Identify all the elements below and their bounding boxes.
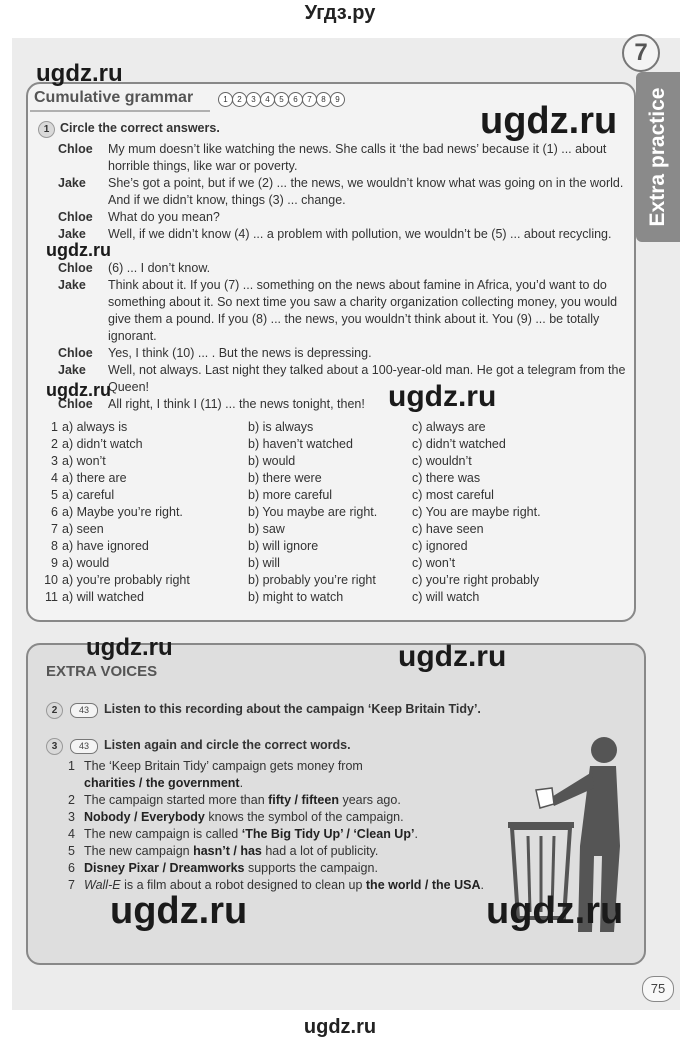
option-row-2: 2 a) didn’t watch (51, 437, 143, 451)
unit-marker: 4 (260, 92, 275, 107)
option-row-9: 9 a) would (51, 556, 110, 570)
line-text: Think about it. If you (7) ... something on the news about famine in Africa, you’d want to do something about it. So next time you saw a charity organization collecting money, you would give them a pound. If you (8) ... the news, you wouldn’t think about it. You (9) ... be totally ignorant. (108, 278, 618, 343)
watermark: ugdz.ru (486, 890, 624, 932)
option-b[interactable]: b) might to watch (248, 590, 344, 604)
speaker: Jake (58, 176, 86, 190)
cumulative-grammar-title: Cumulative grammar (34, 89, 194, 106)
option-c[interactable]: c) You are maybe right. (412, 505, 541, 519)
option-c[interactable]: c) wouldn’t (412, 454, 472, 468)
answer-choice[interactable]: hasn’t / has (193, 844, 262, 858)
audio-track-badge[interactable]: 43 (70, 703, 98, 718)
exercise-2-instruction: Listen to this recording about the campaign ‘Keep Britain Tidy’. (104, 702, 481, 716)
speaker: Chloe (58, 142, 93, 156)
exercise-3-instruction: Listen again and circle the correct words. (104, 738, 351, 752)
site-footer: ugdz.ru (303, 1016, 377, 1038)
option-row-10: 10 a) you’re probably right (44, 573, 190, 587)
speaker: Chloe (58, 210, 93, 224)
unit-marker: 5 (274, 92, 289, 107)
unit-marker: 3 (246, 92, 261, 107)
watermark: ugdz.ru (86, 634, 173, 661)
extra-voices-title: EXTRA VOICES (46, 663, 158, 680)
option-c[interactable]: c) there was (412, 471, 481, 485)
exercise-1-instruction: Circle the correct answers. (60, 121, 220, 135)
option-c[interactable]: c) you’re right probably (412, 573, 540, 587)
speaker: Chloe (58, 261, 93, 275)
unit-marker: 1 (218, 92, 233, 107)
option-b[interactable]: b) saw (248, 522, 285, 536)
answer-choice[interactable]: ‘The Big Tidy Up’ / ‘Clean Up’ (241, 827, 415, 841)
answer-choice[interactable]: Disney Pixar / Dreamworks (84, 861, 245, 875)
exercise-1-number: 1 (38, 121, 55, 138)
unit-markers (218, 92, 344, 107)
line-text: What do you mean? (108, 210, 220, 224)
option-c[interactable]: c) have seen (412, 522, 484, 536)
line-text: Yes, I think (10) ... . But the news is depressing. (108, 346, 372, 360)
page-number: 75 (642, 976, 674, 1002)
speaker: Jake (58, 227, 86, 241)
site-title: Угдз.ру (304, 2, 376, 24)
extra-practice-label: Extra practice (646, 87, 669, 227)
watermark: ugdz.ru (46, 380, 111, 400)
line-text: All right, I think I (11) ... the news tonight, then! (108, 397, 365, 411)
option-c[interactable]: c) didn’t watched (412, 437, 506, 451)
watermark: ugdz.ru (36, 60, 123, 87)
option-row-1: 1 a) always is (51, 420, 128, 434)
option-b[interactable]: b) there were (248, 471, 322, 485)
unit-number-badge: 7 (622, 34, 660, 72)
speaker: Chloe (58, 397, 93, 411)
option-c[interactable]: c) always are (412, 420, 486, 434)
option-b[interactable]: b) haven’t watched (248, 437, 353, 451)
line-text: (6) ... I don’t know. (108, 261, 211, 275)
watermark: ugdz.ru (480, 100, 618, 142)
option-row-8: 8 a) have ignored (51, 539, 149, 553)
answer-choice[interactable]: charities / the government (84, 776, 240, 790)
title-underline (30, 110, 210, 112)
option-b[interactable]: b) will (248, 556, 280, 570)
answer-choice[interactable]: fifty / fifteen (268, 793, 339, 807)
unit-marker: 6 (288, 92, 303, 107)
option-b[interactable]: b) will ignore (248, 539, 319, 553)
speaker: Chloe (58, 346, 93, 360)
audio-track-badge[interactable]: 43 (70, 739, 98, 754)
speaker: Jake (58, 278, 86, 292)
watermark: ugdz.ru (46, 240, 111, 260)
option-b[interactable]: b) would (248, 454, 296, 468)
option-c[interactable]: c) most careful (412, 488, 494, 502)
exercise-3-number: 3 (46, 738, 63, 755)
option-c[interactable]: c) won’t (412, 556, 456, 570)
option-c[interactable]: c) ignored (412, 539, 468, 553)
unit-marker: 7 (302, 92, 317, 107)
option-row-3: 3 a) won’t (51, 454, 106, 468)
unit-marker: 9 (330, 92, 345, 107)
option-b[interactable]: b) is always (248, 420, 314, 434)
line-text: Well, not always. Last night they talked about a 100-year-old man. He got a telegram from the Queen! (108, 363, 626, 394)
option-b[interactable]: b) more careful (248, 488, 333, 502)
watermark: ugdz.ru (398, 640, 507, 673)
option-row-11: 11 a) will watched (45, 590, 144, 604)
unit-marker: 8 (316, 92, 331, 107)
speaker: Jake (58, 363, 86, 377)
exercise-2-number: 2 (46, 702, 63, 719)
line-text: She’s got a point, but if we (2) ... the news, we wouldn’t know what was going on in the world. And if we didn’t know, things (3) ... change. (108, 176, 624, 207)
answer-choice[interactable]: Nobody / Everybody (84, 810, 205, 824)
option-c[interactable]: c) will watch (412, 590, 480, 604)
textbook-page: Угдз.ру 7 Extra practice Cumulative grammar 1 2 3 4 5 6 7 8 9 1 Circle the correct answers. Chloe My mum doesn’t like watching the news. She calls it ‘the bad news’ because it (1) ... about horrible things, like war or poverty. Jake She’s got a point, but if we (2) ... the news, we wouldn’t know what was going on in the world. And if we didn’t know, things (3) ... change. Chloe What do you mean? Jake Well, if we didn’t know (4) ... a problem with pollution, we wouldn’t be (5) ... about recycling. Chloe (6) ... I don’t know. Jake Think about it. If you (7) ... something on the news about famine in Africa, you’d want to do something about it. So next time you saw a charity organization collecting money, you would give them a pound. If you (8) ... the news, you wouldn’t think about it. You (9) ... be totally ignorant. Chloe Yes, I think (10) ... . But the news is depressing. Jake Well, not always. Last night they talked about a 100-year-old man. He got a telegram from the Queen! Chloe All right, I think I (11) ... the news tonight, then! 1 a) always is b) is always c) always are 2 a) didn’t watch b) haven’t watched c) didn’t watched 3 a) won’t b) would c) wouldn’t 4 a) there are b) there were c) there was 5 a) careful b) more careful c) most careful 6 a) Maybe you’re right. b) You maybe are right. c) You are maybe right. 7 a) seen b) saw c) have seen 8 a) have ignored b) will ignore c) ignored 9 a) would b) will c) won’t 10 a) you’re probably right b) probably you’re right c) you’re right probably 11 a) will watched b) might to watch c) will watch EXTRA VOICES 2 43 Listen to this recording about the campaign ‘Keep Britain Tidy’. 3 43 Listen again and circle the correct words. 1 The ‘Keep Britain Tidy’ campaign gets money from charities / the government. 2 The campaign started more than fifty / fifteen years ago. 3 Nobody / Everybody knows the symbol of the campaign. 4 The new campaign is called ‘The Big Tidy Up’ / ‘Clean Up’. 5 The new campaign hasn’t / has had a lot of publicity. 6 Disney Pixar / Dreamworks supports the campaign. 7 Wall-E is a film about a robot designed to clean up the world / the USA. 75 ugdz.ru ugdz.ru ugdz.ru ugdz.ru ugdz.ru ugdz.ru ugdz.ru ugdz.ru ugdz.ru ugdz.ru (0, 0, 680, 1043)
line-text: My mum doesn’t like watching the news. She calls it ‘the bad news’ because it (1) ... about horrible things, like war or poverty. (108, 142, 607, 173)
option-row-6: 6 a) Maybe you’re right. (51, 505, 183, 519)
watermark: ugdz.ru (110, 890, 248, 932)
option-b[interactable]: b) probably you’re right (248, 573, 376, 587)
option-row-7: 7 a) seen (51, 522, 104, 536)
extra-practice-tab (636, 72, 680, 242)
answer-choice[interactable]: the world / the USA (365, 878, 481, 892)
option-row-4: 4 a) there are (51, 471, 127, 485)
option-b[interactable]: b) You maybe are right. (248, 505, 378, 519)
line-text: Well, if we didn’t know (4) ... a problem with pollution, we wouldn’t be (5) ... about recycling. (108, 227, 612, 241)
watermark: ugdz.ru (388, 380, 497, 413)
unit-marker: 2 (232, 92, 247, 107)
option-row-5: 5 a) careful (51, 488, 115, 502)
